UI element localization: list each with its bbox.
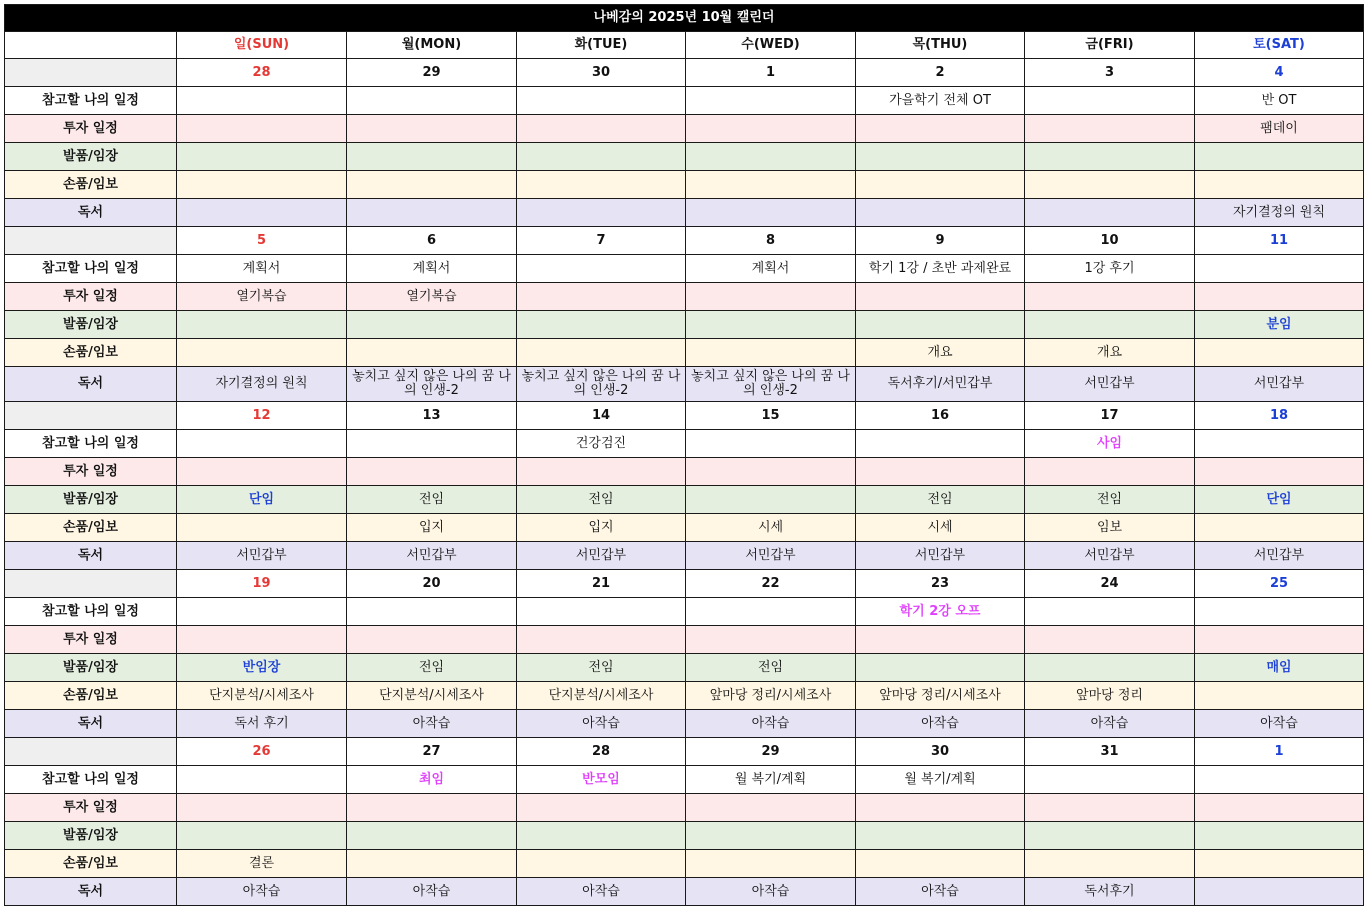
schedule-cell[interactable]: 아작습 [1195, 710, 1364, 738]
schedule-cell[interactable]: 결론 [177, 850, 347, 878]
field-row [5, 654, 1364, 682]
schedule-cell[interactable]: 아작습 [856, 710, 1025, 738]
schedule-cell[interactable] [686, 822, 856, 850]
schedule-cell[interactable]: 매임 [1195, 654, 1364, 682]
date-cell[interactable]: 30 [856, 738, 1025, 766]
schedule-cell[interactable]: 월 복기/계획 [856, 766, 1025, 794]
date-row-label [5, 227, 177, 255]
schedule-cell[interactable] [1025, 458, 1195, 486]
schedule-cell[interactable] [1025, 115, 1195, 143]
date-cell[interactable]: 27 [347, 738, 517, 766]
schedule-cell[interactable] [856, 143, 1025, 171]
schedule-cell[interactable] [1195, 822, 1364, 850]
schedule-cell[interactable] [686, 283, 856, 311]
date-cell[interactable]: 14 [517, 402, 686, 430]
schedule-cell[interactable]: 전임 [517, 486, 686, 514]
schedule-cell[interactable] [177, 115, 347, 143]
schedule-cell[interactable] [177, 430, 347, 458]
schedule-cell[interactable] [177, 514, 347, 542]
date-row [5, 738, 1364, 766]
date-cell[interactable]: 31 [1025, 738, 1195, 766]
schedule-cell[interactable]: 전임 [856, 486, 1025, 514]
schedule-cell[interactable] [686, 87, 856, 115]
date-row-label [5, 402, 177, 430]
schedule-cell[interactable]: 아작습 [347, 710, 517, 738]
schedule-cell[interactable] [686, 199, 856, 227]
date-cell[interactable]: 23 [856, 570, 1025, 598]
book-label: 독서 [5, 878, 177, 906]
schedule-cell[interactable] [1195, 682, 1364, 710]
schedule-cell[interactable]: 반모임 [517, 766, 686, 794]
plan-label: 참고할 나의 일정 [5, 430, 177, 458]
schedule-cell[interactable] [1195, 255, 1364, 283]
date-cell[interactable]: 1 [686, 59, 856, 87]
schedule-cell[interactable]: 서민갑부 [1025, 367, 1195, 402]
book-row [5, 199, 1364, 227]
schedule-cell[interactable]: 서민갑부 [347, 542, 517, 570]
schedule-cell[interactable]: 1강 후기 [1025, 255, 1195, 283]
invest-label: 투자 일정 [5, 626, 177, 654]
schedule-cell[interactable]: 서민갑부 [1195, 367, 1364, 402]
schedule-cell[interactable]: 팸데이 [1195, 115, 1364, 143]
day-header-row [5, 32, 1364, 59]
schedule-cell[interactable] [347, 430, 517, 458]
schedule-cell[interactable] [1195, 458, 1364, 486]
invest-row [5, 794, 1364, 822]
book-label: 독서 [5, 199, 177, 227]
schedule-cell[interactable] [347, 143, 517, 171]
field-label: 발품/임장 [5, 822, 177, 850]
schedule-cell[interactable]: 임보 [1025, 514, 1195, 542]
hand-label: 손품/임보 [5, 514, 177, 542]
schedule-cell[interactable]: 열기복습 [177, 283, 347, 311]
day-header: 목(THU) [856, 32, 1025, 59]
schedule-cell[interactable]: 아작습 [177, 878, 347, 906]
field-label: 발품/임장 [5, 654, 177, 682]
date-cell[interactable]: 28 [177, 59, 347, 87]
date-cell[interactable]: 12 [177, 402, 347, 430]
schedule-cell[interactable] [856, 850, 1025, 878]
schedule-cell[interactable]: 계획서 [177, 255, 347, 283]
schedule-cell[interactable] [177, 87, 347, 115]
invest-label: 투자 일정 [5, 283, 177, 311]
schedule-cell[interactable] [177, 626, 347, 654]
book-row [5, 542, 1364, 570]
date-cell[interactable]: 9 [856, 227, 1025, 255]
schedule-cell[interactable] [1195, 283, 1364, 311]
schedule-cell[interactable] [177, 458, 347, 486]
date-cell[interactable]: 29 [686, 738, 856, 766]
schedule-cell[interactable]: 아작습 [517, 878, 686, 906]
schedule-cell[interactable] [856, 794, 1025, 822]
schedule-cell[interactable] [177, 794, 347, 822]
plan-label: 참고할 나의 일정 [5, 598, 177, 626]
schedule-cell[interactable] [686, 430, 856, 458]
schedule-cell[interactable]: 앞마당 정리 [1025, 682, 1195, 710]
schedule-cell[interactable] [856, 430, 1025, 458]
schedule-cell[interactable] [177, 822, 347, 850]
date-cell[interactable]: 11 [1195, 227, 1364, 255]
date-cell[interactable]: 2 [856, 59, 1025, 87]
schedule-cell[interactable] [1025, 822, 1195, 850]
schedule-cell[interactable] [856, 626, 1025, 654]
schedule-cell[interactable] [517, 458, 686, 486]
schedule-cell[interactable] [1025, 654, 1195, 682]
day-header: 수(WED) [686, 32, 856, 59]
schedule-cell[interactable] [347, 339, 517, 367]
schedule-cell[interactable]: 계획서 [686, 255, 856, 283]
schedule-cell[interactable]: 시세 [686, 514, 856, 542]
day-header: 화(TUE) [517, 32, 686, 59]
corner-cell [5, 32, 177, 59]
day-header: 금(FRI) [1025, 32, 1195, 59]
schedule-cell[interactable]: 전임 [347, 654, 517, 682]
invest-label: 투자 일정 [5, 115, 177, 143]
book-row [5, 878, 1364, 906]
schedule-cell[interactable]: 반임장 [177, 654, 347, 682]
book-row [5, 367, 1364, 402]
plan-label: 참고할 나의 일정 [5, 87, 177, 115]
date-cell[interactable]: 24 [1025, 570, 1195, 598]
hand-label: 손품/임보 [5, 339, 177, 367]
schedule-cell[interactable]: 전임 [1025, 486, 1195, 514]
schedule-cell[interactable] [347, 115, 517, 143]
date-cell[interactable]: 29 [347, 59, 517, 87]
schedule-cell[interactable] [686, 143, 856, 171]
book-label: 독서 [5, 710, 177, 738]
schedule-cell[interactable] [1195, 143, 1364, 171]
plan-row [5, 766, 1364, 794]
schedule-cell[interactable]: 놓치고 싶지 않은 나의 꿈 나의 인생-2 [347, 367, 517, 402]
schedule-cell[interactable]: 단임 [1195, 486, 1364, 514]
book-row [5, 710, 1364, 738]
schedule-cell[interactable] [1195, 850, 1364, 878]
date-cell[interactable]: 7 [517, 227, 686, 255]
schedule-cell[interactable] [856, 654, 1025, 682]
hand-row [5, 682, 1364, 710]
schedule-cell[interactable]: 반 OT [1195, 87, 1364, 115]
schedule-cell[interactable]: 단지분석/시세조사 [177, 682, 347, 710]
schedule-cell[interactable] [686, 850, 856, 878]
schedule-cell[interactable] [177, 171, 347, 199]
invest-row [5, 458, 1364, 486]
schedule-cell[interactable] [1195, 514, 1364, 542]
date-cell[interactable]: 1 [1195, 738, 1364, 766]
schedule-cell[interactable]: 입지 [517, 514, 686, 542]
schedule-cell[interactable]: 전임 [517, 654, 686, 682]
schedule-cell[interactable] [686, 339, 856, 367]
day-header: 월(MON) [347, 32, 517, 59]
schedule-cell[interactable] [686, 626, 856, 654]
schedule-cell[interactable] [856, 115, 1025, 143]
schedule-cell[interactable] [1025, 766, 1195, 794]
schedule-cell[interactable]: 가을학기 전체 OT [856, 87, 1025, 115]
date-cell[interactable]: 26 [177, 738, 347, 766]
day-header: 토(SAT) [1195, 32, 1364, 59]
schedule-cell[interactable] [1195, 598, 1364, 626]
date-row [5, 227, 1364, 255]
date-cell[interactable]: 13 [347, 402, 517, 430]
schedule-cell[interactable]: 학기 2강 오프 [856, 598, 1025, 626]
invest-row [5, 115, 1364, 143]
schedule-cell[interactable] [686, 115, 856, 143]
schedule-cell[interactable] [856, 199, 1025, 227]
invest-row [5, 283, 1364, 311]
date-cell[interactable]: 20 [347, 570, 517, 598]
schedule-cell[interactable] [856, 283, 1025, 311]
schedule-cell[interactable] [686, 171, 856, 199]
date-cell[interactable]: 19 [177, 570, 347, 598]
schedule-cell[interactable] [856, 822, 1025, 850]
schedule-cell[interactable] [1025, 626, 1195, 654]
schedule-cell[interactable]: 아작습 [517, 710, 686, 738]
schedule-cell[interactable] [517, 311, 686, 339]
date-cell[interactable]: 6 [347, 227, 517, 255]
date-cell[interactable]: 18 [1195, 402, 1364, 430]
schedule-cell[interactable] [686, 458, 856, 486]
calendar-table [4, 4, 1364, 906]
date-row-label [5, 738, 177, 766]
schedule-cell[interactable] [1195, 626, 1364, 654]
hand-row [5, 339, 1364, 367]
schedule-cell[interactable]: 독서 후기 [177, 710, 347, 738]
field-label: 발품/임장 [5, 486, 177, 514]
schedule-cell[interactable]: 서민갑부 [1025, 542, 1195, 570]
schedule-cell[interactable]: 서민갑부 [856, 542, 1025, 570]
hand-row [5, 514, 1364, 542]
schedule-cell[interactable]: 계획서 [347, 255, 517, 283]
schedule-cell[interactable] [177, 598, 347, 626]
schedule-cell[interactable] [1195, 794, 1364, 822]
schedule-cell[interactable] [517, 822, 686, 850]
invest-label: 투자 일정 [5, 458, 177, 486]
invest-row [5, 626, 1364, 654]
schedule-cell[interactable]: 독서후기 [1025, 878, 1195, 906]
schedule-cell[interactable]: 학기 1강 / 초반 과제완료 [856, 255, 1025, 283]
schedule-cell[interactable] [347, 850, 517, 878]
field-row [5, 143, 1364, 171]
date-row-label [5, 570, 177, 598]
schedule-cell[interactable] [177, 339, 347, 367]
schedule-cell[interactable] [1195, 766, 1364, 794]
schedule-cell[interactable]: 서민갑부 [517, 542, 686, 570]
schedule-cell[interactable]: 아작습 [347, 878, 517, 906]
schedule-cell[interactable]: 아작습 [686, 710, 856, 738]
schedule-cell[interactable] [517, 87, 686, 115]
schedule-cell[interactable] [347, 171, 517, 199]
plan-label: 참고할 나의 일정 [5, 255, 177, 283]
schedule-cell[interactable] [1025, 87, 1195, 115]
schedule-cell[interactable]: 월 복기/계획 [686, 766, 856, 794]
schedule-cell[interactable] [686, 311, 856, 339]
schedule-cell[interactable] [347, 822, 517, 850]
schedule-cell[interactable] [177, 143, 347, 171]
schedule-cell[interactable]: 단지분석/시세조사 [517, 682, 686, 710]
schedule-cell[interactable] [1025, 143, 1195, 171]
schedule-cell[interactable] [1025, 311, 1195, 339]
schedule-cell[interactable]: 서민갑부 [686, 542, 856, 570]
field-label: 발품/임장 [5, 143, 177, 171]
date-row-label [5, 59, 177, 87]
schedule-cell[interactable]: 서민갑부 [177, 542, 347, 570]
book-label: 독서 [5, 542, 177, 570]
book-label: 독서 [5, 367, 177, 402]
schedule-cell[interactable] [1195, 878, 1364, 906]
schedule-cell[interactable] [517, 115, 686, 143]
schedule-cell[interactable] [347, 311, 517, 339]
schedule-cell[interactable]: 앞마당 정리/시세조사 [856, 682, 1025, 710]
date-cell[interactable]: 15 [686, 402, 856, 430]
schedule-cell[interactable] [517, 794, 686, 822]
field-label: 발품/임장 [5, 311, 177, 339]
schedule-cell[interactable] [1025, 199, 1195, 227]
plan-row [5, 87, 1364, 115]
date-cell[interactable]: 8 [686, 227, 856, 255]
schedule-cell[interactable] [517, 283, 686, 311]
schedule-cell[interactable]: 개요 [856, 339, 1025, 367]
date-cell[interactable]: 17 [1025, 402, 1195, 430]
schedule-cell[interactable]: 시세 [856, 514, 1025, 542]
schedule-cell[interactable] [347, 458, 517, 486]
plan-row [5, 430, 1364, 458]
schedule-cell[interactable]: 단지분석/시세조사 [347, 682, 517, 710]
schedule-cell[interactable]: 아작습 [856, 878, 1025, 906]
schedule-cell[interactable] [686, 598, 856, 626]
schedule-cell[interactable] [347, 794, 517, 822]
schedule-cell[interactable] [517, 626, 686, 654]
date-row [5, 402, 1364, 430]
schedule-cell[interactable] [517, 143, 686, 171]
schedule-cell[interactable] [1025, 171, 1195, 199]
schedule-cell[interactable]: 사임 [1025, 430, 1195, 458]
schedule-cell[interactable]: 전임 [347, 486, 517, 514]
field-row [5, 822, 1364, 850]
schedule-cell[interactable] [1025, 598, 1195, 626]
schedule-cell[interactable]: 독서후기/서민갑부 [856, 367, 1025, 402]
schedule-cell[interactable] [1025, 850, 1195, 878]
hand-label: 손품/임보 [5, 171, 177, 199]
plan-label: 참고할 나의 일정 [5, 766, 177, 794]
field-row [5, 311, 1364, 339]
schedule-cell[interactable] [517, 850, 686, 878]
date-cell[interactable]: 16 [856, 402, 1025, 430]
hand-label: 손품/임보 [5, 850, 177, 878]
schedule-cell[interactable] [347, 199, 517, 227]
schedule-cell[interactable] [686, 794, 856, 822]
date-cell[interactable]: 30 [517, 59, 686, 87]
schedule-cell[interactable]: 서민갑부 [1195, 542, 1364, 570]
schedule-cell[interactable]: 자기결정의 원칙 [177, 367, 347, 402]
schedule-cell[interactable] [856, 458, 1025, 486]
hand-row [5, 850, 1364, 878]
schedule-cell[interactable] [177, 311, 347, 339]
schedule-cell[interactable] [517, 171, 686, 199]
date-cell[interactable]: 28 [517, 738, 686, 766]
calendar-wrapper [4, 4, 1363, 906]
schedule-cell[interactable] [686, 486, 856, 514]
schedule-cell[interactable]: 자기결정의 원칙 [1195, 199, 1364, 227]
schedule-cell[interactable] [177, 766, 347, 794]
schedule-cell[interactable] [1025, 283, 1195, 311]
schedule-cell[interactable]: 단임 [177, 486, 347, 514]
schedule-cell[interactable] [177, 199, 347, 227]
date-cell[interactable]: 4 [1195, 59, 1364, 87]
date-cell[interactable]: 5 [177, 227, 347, 255]
schedule-cell[interactable] [1195, 430, 1364, 458]
schedule-cell[interactable]: 입지 [347, 514, 517, 542]
field-row [5, 486, 1364, 514]
date-cell[interactable]: 25 [1195, 570, 1364, 598]
schedule-cell[interactable] [517, 339, 686, 367]
schedule-cell[interactable]: 놓치고 싶지 않은 나의 꿈 나의 인생-2 [686, 367, 856, 402]
hand-row [5, 171, 1364, 199]
schedule-cell[interactable] [517, 199, 686, 227]
schedule-cell[interactable] [856, 171, 1025, 199]
date-cell[interactable]: 21 [517, 570, 686, 598]
schedule-cell[interactable]: 분임 [1195, 311, 1364, 339]
date-cell[interactable]: 22 [686, 570, 856, 598]
title-row [5, 5, 1364, 32]
schedule-cell[interactable] [347, 598, 517, 626]
schedule-cell[interactable] [1025, 794, 1195, 822]
schedule-cell[interactable] [856, 311, 1025, 339]
hand-label: 손품/임보 [5, 682, 177, 710]
schedule-cell[interactable] [517, 598, 686, 626]
date-row [5, 570, 1364, 598]
schedule-cell[interactable]: 전임 [686, 654, 856, 682]
schedule-cell[interactable]: 아작습 [1025, 710, 1195, 738]
date-row [5, 59, 1364, 87]
plan-row [5, 598, 1364, 626]
schedule-cell[interactable] [1195, 339, 1364, 367]
day-header: 일(SUN) [177, 32, 347, 59]
schedule-cell[interactable]: 최임 [347, 766, 517, 794]
invest-label: 투자 일정 [5, 794, 177, 822]
schedule-cell[interactable]: 열기복습 [347, 283, 517, 311]
calendar-title: 나베감의 2025년 10월 캘린더 [5, 5, 1364, 32]
schedule-cell[interactable]: 앞마당 정리/시세조사 [686, 682, 856, 710]
schedule-cell[interactable]: 건강검진 [517, 430, 686, 458]
plan-row [5, 255, 1364, 283]
date-cell[interactable]: 3 [1025, 59, 1195, 87]
schedule-cell[interactable]: 아작습 [686, 878, 856, 906]
schedule-cell[interactable]: 놓치고 싶지 않은 나의 꿈 나의 인생-2 [517, 367, 686, 402]
schedule-cell[interactable] [347, 626, 517, 654]
schedule-cell[interactable]: 개요 [1025, 339, 1195, 367]
date-cell[interactable]: 10 [1025, 227, 1195, 255]
schedule-cell[interactable] [517, 255, 686, 283]
schedule-cell[interactable] [1195, 171, 1364, 199]
schedule-cell[interactable] [347, 87, 517, 115]
